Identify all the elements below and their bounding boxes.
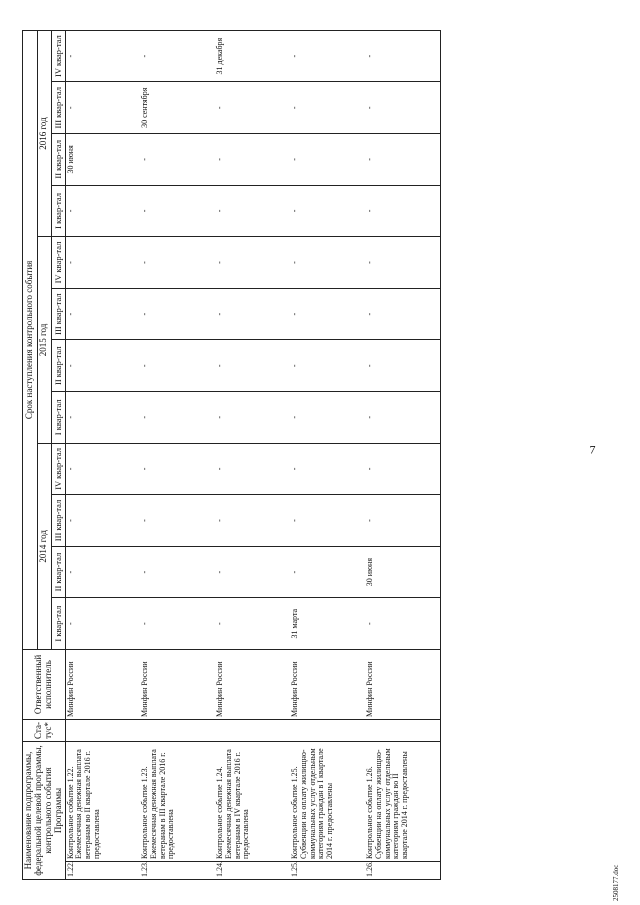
deadline-cell: 30 июня	[365, 546, 440, 598]
deadline-cell: -	[365, 598, 440, 650]
deadline-cell: -	[215, 288, 290, 340]
event-status	[140, 719, 215, 741]
responsible-executor: Минфин России	[215, 649, 290, 719]
deadline-cell: -	[65, 495, 140, 547]
event-status	[65, 719, 140, 741]
deadline-cell: -	[65, 443, 140, 495]
header-year-2014: 2014 год	[37, 443, 52, 649]
deadline-cell: -	[215, 495, 290, 547]
responsible-executor: Минфин России	[140, 649, 215, 719]
table-row	[140, 30, 215, 879]
deadline-cell: -	[140, 134, 215, 186]
header-name: Наименование подпрограммы, федеральной целевой программы, контрольного события Программы	[23, 741, 66, 879]
deadline-cell: -	[65, 392, 140, 444]
deadline-cell: -	[290, 340, 365, 392]
deadline-cell: -	[365, 30, 440, 82]
header-year-2016: 2016 год	[37, 30, 52, 236]
deadline-cell: -	[365, 288, 440, 340]
table-row	[65, 30, 140, 879]
deadline-cell: -	[215, 598, 290, 650]
responsible-executor: Минфин России	[290, 649, 365, 719]
deadline-cell: -	[140, 392, 215, 444]
deadline-cell: 31 марта	[290, 598, 365, 650]
deadline-cell: -	[365, 185, 440, 237]
event-name: Контрольное событие 1.23. Ежемесячная денежная выплата ветеранам в III квартале 2016 г. предоставлена	[140, 741, 215, 861]
deadline-cell: -	[365, 237, 440, 289]
deadline-cell: -	[140, 598, 215, 650]
deadline-cell: -	[290, 185, 365, 237]
deadline-cell: -	[215, 340, 290, 392]
header-quarter: III квар-тал	[52, 288, 65, 340]
deadline-cell: -	[290, 288, 365, 340]
responsible-executor: Минфин России	[365, 649, 440, 719]
deadline-cell: -	[290, 495, 365, 547]
control-events-table	[22, 30, 441, 880]
deadline-cell: -	[215, 185, 290, 237]
deadline-cell: -	[365, 495, 440, 547]
deadline-cell: -	[290, 443, 365, 495]
deadline-cell: -	[65, 340, 140, 392]
deadline-cell: -	[215, 546, 290, 598]
header-quarter: III квар-тал	[52, 82, 65, 134]
deadline-cell: -	[65, 30, 140, 82]
deadline-cell: -	[140, 30, 215, 82]
deadline-cell: -	[215, 392, 290, 444]
deadline-cell: -	[365, 340, 440, 392]
deadline-cell: -	[290, 237, 365, 289]
deadline-cell: -	[290, 30, 365, 82]
header-row-1	[23, 30, 38, 879]
event-status	[365, 719, 440, 741]
deadline-cell: -	[290, 546, 365, 598]
deadline-cell: -	[215, 134, 290, 186]
row-number: 1.26.	[365, 862, 440, 880]
row-number: 1.23.	[140, 862, 215, 880]
deadline-cell: -	[365, 134, 440, 186]
header-year-2015: 2015 год	[37, 237, 52, 443]
event-name: Контрольное событие 1.24. Ежемесячная денежная выплата ветеранам в IV квартале 2016 г. предоставлена	[215, 741, 290, 861]
deadline-cell: -	[290, 392, 365, 444]
header-quarter: I квар-тал	[52, 392, 65, 444]
header-quarter: IV квар-тал	[52, 443, 65, 495]
deadline-cell: 30 сентября	[140, 82, 215, 134]
header-deadline: Срок наступления контрольного события	[23, 30, 38, 649]
header-quarter: IV квар-тал	[52, 237, 65, 289]
deadline-cell: -	[140, 185, 215, 237]
table-row	[365, 30, 440, 879]
event-name: Контрольное событие 1.26. Субвенции на оплату жилищно-коммунальных услуг отдельным категориям граждан во II квартале 2014 г. предоставлены	[365, 741, 440, 861]
deadline-cell: -	[65, 237, 140, 289]
header-quarter: II квар-тал	[52, 340, 65, 392]
deadline-cell: -	[140, 495, 215, 547]
deadline-cell: -	[215, 237, 290, 289]
deadline-cell: 30 июня	[65, 134, 140, 186]
event-name: Контрольное событие 1.22. Ежемесячная денежная выплата ветеранам во II квартале 2016 г. предоставлена	[65, 741, 140, 861]
deadline-cell: -	[65, 598, 140, 650]
header-quarter: III квар-тал	[52, 495, 65, 547]
deadline-cell: -	[140, 546, 215, 598]
table-row	[215, 30, 290, 879]
row-number: 1.24.	[215, 862, 290, 880]
deadline-cell: -	[365, 82, 440, 134]
deadline-cell: -	[65, 185, 140, 237]
header-responsible: Ответственный исполнитель	[23, 649, 66, 719]
deadline-cell: 31 декабря	[215, 30, 290, 82]
header-quarter: I квар-тал	[52, 185, 65, 237]
deadline-cell: -	[365, 443, 440, 495]
deadline-cell: -	[290, 82, 365, 134]
deadline-cell: -	[215, 443, 290, 495]
header-status: Ста-тус*	[23, 719, 66, 741]
header-quarter: II квар-тал	[52, 134, 65, 186]
deadline-cell: -	[140, 237, 215, 289]
event-name: Контрольное событие 1.25. Субвенции на оплату жилищно-коммунальных услуг отдельным категориям граждан в I квартале 2014 г. предоставлены	[290, 741, 365, 861]
deadline-cell: -	[365, 392, 440, 444]
table-row	[290, 30, 365, 879]
deadline-cell: -	[65, 288, 140, 340]
deadline-cell: -	[65, 546, 140, 598]
deadline-cell: -	[140, 443, 215, 495]
event-status	[215, 719, 290, 741]
responsible-executor: Минфин России	[65, 649, 140, 719]
header-quarter: II квар-тал	[52, 546, 65, 598]
deadline-cell: -	[290, 134, 365, 186]
row-number: 1.25.	[290, 862, 365, 880]
header-quarter: IV квар-тал	[52, 30, 65, 82]
header-quarter: I квар-тал	[52, 598, 65, 650]
document-code: 2508177.doc	[612, 864, 620, 901]
deadline-cell: -	[140, 288, 215, 340]
deadline-cell: -	[140, 340, 215, 392]
row-number: 1.22.	[65, 862, 140, 880]
deadline-cell: -	[65, 82, 140, 134]
page-number: 7	[589, 442, 596, 457]
deadline-cell: -	[215, 82, 290, 134]
event-status	[290, 719, 365, 741]
